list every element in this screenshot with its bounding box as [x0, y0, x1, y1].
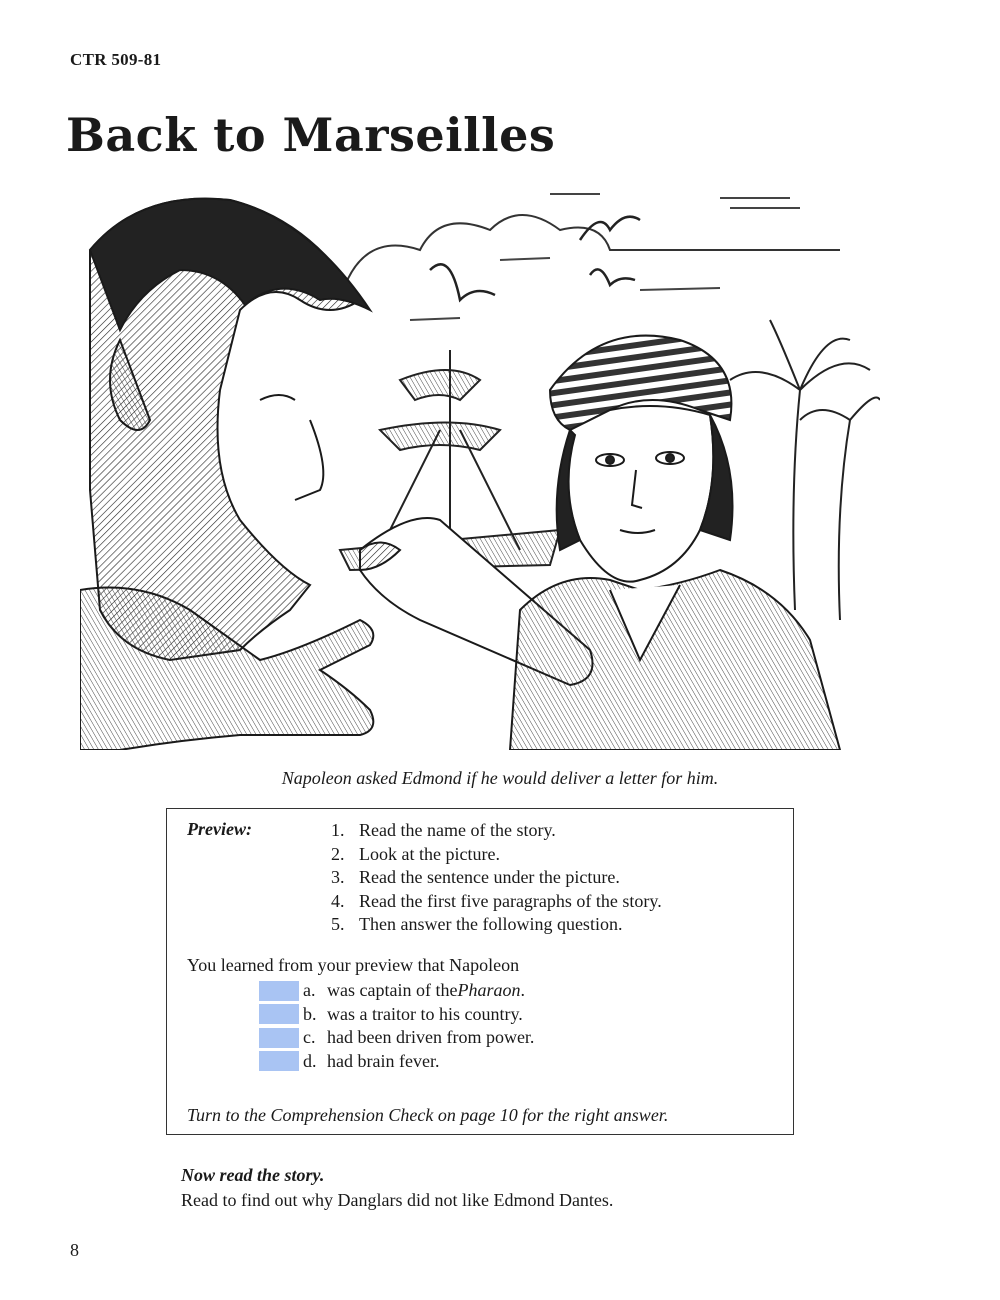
step-text: Read the name of the story. — [359, 820, 556, 840]
step-number: 3. — [331, 867, 345, 887]
step-number: 1. — [331, 820, 345, 840]
preview-box — [166, 808, 794, 1135]
illustration-drawing — [80, 190, 880, 750]
preview-step — [331, 890, 662, 914]
answer-option-b — [259, 1003, 534, 1027]
option-letter: d. — [303, 1050, 317, 1071]
answer-reference: Turn to the Comprehension Check on page 10 for the right answer. — [187, 1105, 669, 1125]
preview-step — [331, 819, 662, 843]
step-number: 5. — [331, 914, 345, 934]
preview-steps — [331, 819, 662, 937]
preview-label: Preview: — [187, 819, 252, 839]
preview-step — [331, 843, 662, 867]
option-text: was a traitor to his country. — [327, 1003, 523, 1024]
step-number: 4. — [331, 890, 345, 911]
answer-option-a — [259, 979, 534, 1003]
answer-input-b[interactable] — [259, 1004, 299, 1024]
answer-input-c[interactable] — [259, 1028, 299, 1048]
now-read-instruction: Now read the story. — [181, 1165, 325, 1185]
option-letter: a. — [303, 980, 316, 1000]
step-text: Read the sentence under the picture. — [359, 867, 620, 887]
illustration-caption: Napoleon asked Edmond if he would deliver a letter for him. — [281, 768, 719, 788]
answer-options — [259, 979, 534, 1073]
reading-purpose: Read to find out why Danglars did not like Edmond Dantes. — [181, 1190, 614, 1210]
option-letter: b. — [303, 1003, 317, 1024]
story-title: Back to Marseilles — [66, 108, 556, 162]
answer-input-a[interactable] — [259, 981, 299, 1001]
preview-step — [331, 913, 662, 937]
step-number: 2. — [331, 843, 345, 864]
document-code: CTR 509-81 — [70, 50, 162, 69]
answer-option-c — [259, 1026, 534, 1050]
step-text: Then answer the following question. — [359, 914, 623, 934]
option-text: was captain of the — [327, 980, 458, 1000]
step-text: Look at the picture. — [359, 843, 500, 864]
option-text-end: . — [520, 980, 525, 1000]
page-number: 8 — [70, 1240, 79, 1260]
step-text: Read the first five paragraphs of the story. — [359, 890, 662, 911]
option-text: had been driven from power. — [327, 1027, 535, 1047]
preview-step — [331, 866, 662, 890]
option-text: had brain fever. — [327, 1050, 440, 1071]
option-ship-name: Pharaon — [457, 980, 521, 1000]
preview-question: You learned from your preview that Napoleon — [187, 955, 520, 975]
answer-option-d — [259, 1050, 534, 1074]
option-letter: c. — [303, 1027, 316, 1047]
illustration — [80, 190, 880, 750]
answer-input-d[interactable] — [259, 1051, 299, 1071]
